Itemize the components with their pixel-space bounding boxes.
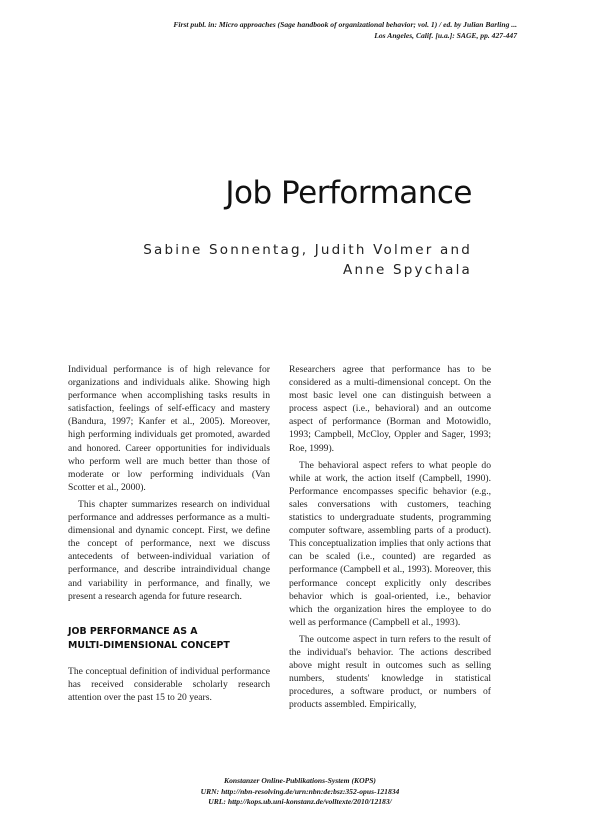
definition-paragraph: The conceptual definition of individual performance has received considerable scholarly research attention over the past 15 to 20 years. [68, 665, 270, 703]
left-column [68, 363, 270, 708]
intro-paragraph: Individual performance is of high relevance for organizations and individuals alike. Showing high performance when accomplishing tasks results in satisfaction, feelings of self-efficacy and mastery (Bandura, 1997; Kanfer et al., 2005). Moreover, high performing individuals get promoted, awarded and honored. Career opportunities for individuals who perform well are much better than those of moderate or low performing individuals (Van Scotter et al., 2000). [68, 364, 270, 493]
authors-line2: Anne Spychala [343, 262, 472, 278]
repository-url: URL: http://kops.ub.uni-konstanz.de/volltexte/2010/12183/ [208, 797, 392, 806]
repository-footer [0, 776, 600, 808]
repository-name: Konstanzer Online-Publikations-System (KOPS) [224, 776, 376, 785]
outcome-aspect-paragraph: The outcome aspect in turn refers to the result of the individual's behavior. The actions described above might result in outcomes such as selling numbers, students' knowledge in statistical procedures, a software product, or numbers of products assembled. Empirically, [289, 633, 491, 711]
section-heading-line2: MULTI-DIMENSIONAL CONCEPT [68, 639, 230, 651]
right-column [289, 363, 491, 715]
authors-line1: Sabine Sonnentag, Judith Volmer and [143, 242, 472, 258]
publication-header [57, 19, 517, 41]
section-heading-line1: JOB PERFORMANCE AS A [68, 625, 198, 637]
author-list [143, 240, 472, 280]
chapter-title: Job Performance [225, 175, 472, 211]
repository-urn: URN: http://nbn-resolving.de/urn:nbn:de:bsz:352-opus-121834 [200, 786, 400, 796]
overview-paragraph: This chapter summarizes research on individual performance and addresses performance as a multi-dimensional and dynamic concept. First, we define the concept of performance, next we discuss antecedents of between-individual variation of performance, and describe intraindividual change and variability in performance, and finally, we present a research agenda for future research. [68, 498, 270, 602]
publication-header-line1: First publ. in: Micro approaches (Sage handbook of organizational behavior; vol. 1) / ed. by Julian Barling ... [173, 20, 517, 29]
section-heading [68, 625, 270, 653]
behavioral-aspect-paragraph: The behavioral aspect refers to what people do while at work, the action itself (Campbell, 1990). Performance encompasses specific behavior (e.g., sales conversations with customers, teaching statistics to undergraduate students, programming computer software, assembling parts of a product). This conceptualization implies that only actions that can be scaled (i.e., counted) are regarded as performance (Campbell et al., 1993). Moreover, this performance concept explicitly only describes behavior which is goal-oriented, i.e., behavior which the organization hires the employee to do well as performance (Campbell et al., 1993). [289, 459, 491, 628]
publication-header-line2: Los Angeles, Calif. [u.a.]: SAGE, pp. 427-447 [374, 31, 517, 40]
multidimensional-paragraph: Researchers agree that performance has to be considered as a multi-dimensional concept. On the most basic level one can distinguish between a process aspect (i.e., behavioral) and an outcome aspect of performance (Borman and Motowidlo, 1993; Campbell, McCloy, Oppler and Sager, 1993; Roe, 1999). [289, 364, 491, 454]
